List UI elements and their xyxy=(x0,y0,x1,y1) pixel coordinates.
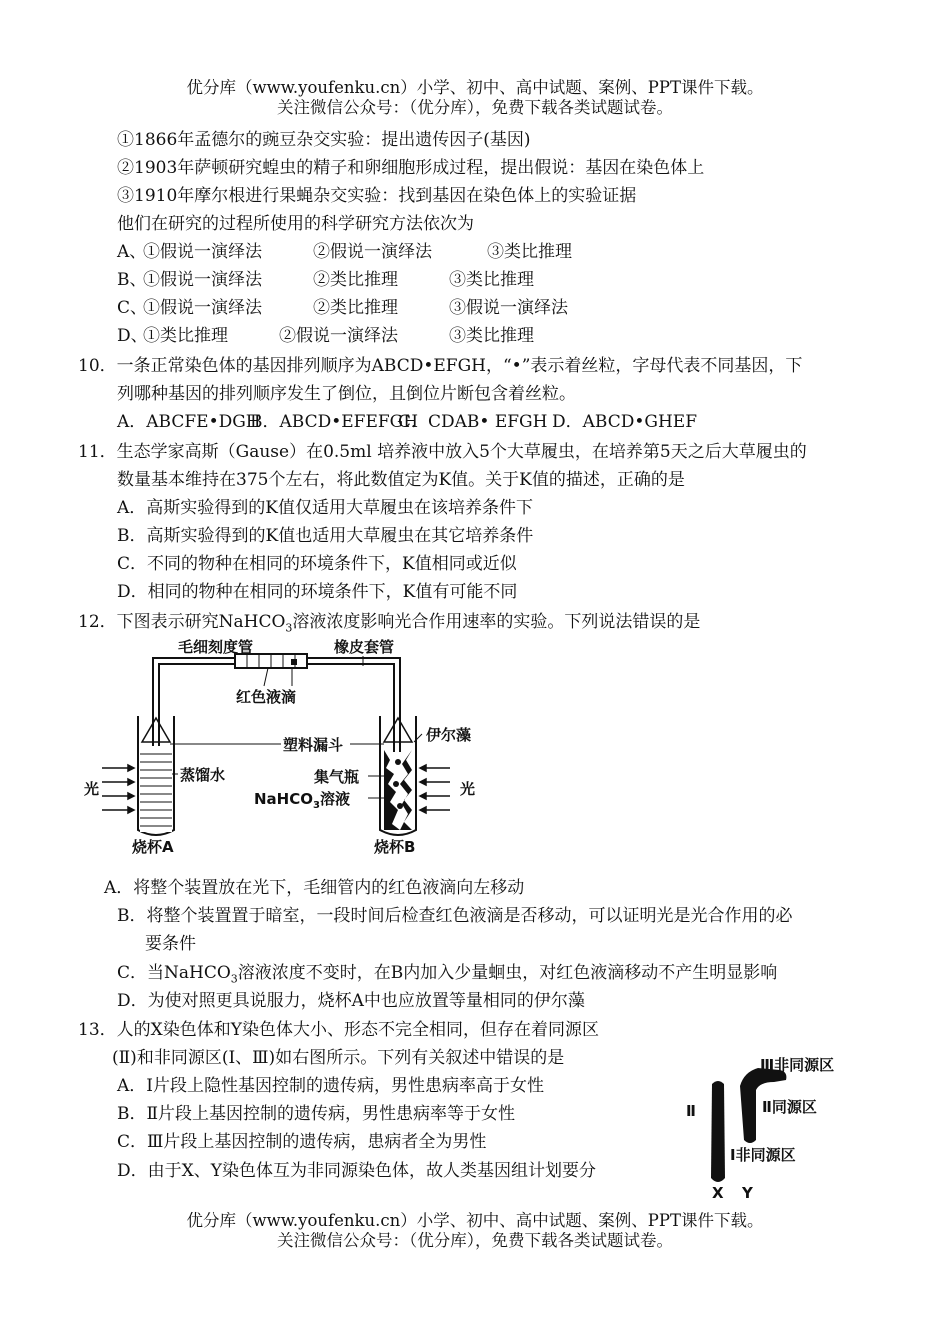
light-arrows-left xyxy=(102,765,134,813)
q13-stem-line1: 13．人的X染色体和Y染色体大小、形态不完全相同，但存在着同源区 xyxy=(78,1020,599,1040)
funnel-a xyxy=(142,718,170,742)
label-x: X xyxy=(712,1184,724,1202)
label-water: 蒸馏水 xyxy=(180,766,226,784)
label-capillary: 毛细刻度管 xyxy=(178,638,254,656)
q12-stem-subscript: 3 xyxy=(285,621,293,635)
q11-stem-line1: 11．生态学家高斯（Gause）在0.5ml 培养液中放入5个大草履虫，在培养第5天之后大草履虫的 xyxy=(78,442,807,462)
q9-option-a xyxy=(117,241,572,263)
q11-option-b: B．高斯实验得到的K值也适用大草履虫在其它培养条件 xyxy=(117,526,534,546)
q9-stem: 他们在研究的过程所使用的科学研究方法依次为 xyxy=(117,214,474,234)
q10-options xyxy=(117,411,697,433)
label-y: Y xyxy=(742,1184,753,1202)
label-solution-part: 溶液 xyxy=(319,790,350,808)
q9-option-b xyxy=(117,269,534,291)
label-region-3: Ⅲ非同源区 xyxy=(760,1056,835,1074)
option-part: ①假说一演绎法 xyxy=(143,242,262,262)
option-part: ③类比推理 xyxy=(449,326,534,346)
label-region-1: Ⅰ非同源区 xyxy=(730,1146,796,1164)
tube-left xyxy=(153,658,235,752)
label-rubber: 橡皮套管 xyxy=(334,638,395,656)
label-red-drop: 红色液滴 xyxy=(236,688,297,706)
photosynthesis-apparatus-figure xyxy=(78,634,498,862)
label-solution xyxy=(254,790,350,811)
q10-option-b: B．ABCD•EFEFGH xyxy=(250,412,419,432)
x-chromosome xyxy=(711,1081,725,1182)
q10-option-d: D．ABCD•GHEF xyxy=(552,412,697,432)
funnel-b xyxy=(384,718,412,742)
q9-option-c xyxy=(117,297,568,319)
option-label: D、 xyxy=(117,326,148,346)
option-label: A、 xyxy=(117,242,147,262)
elodea-plants xyxy=(384,750,412,830)
q13-option-d: D．由于X、Y染色体互为非同源染色体，故人类基因组计划要分 xyxy=(117,1161,596,1181)
option-label: B、 xyxy=(117,270,147,290)
q12-stem-part: 溶液浓度影响光合作用速率的实验。下列说法错误的是 xyxy=(292,612,701,632)
q12-option-c-subscript: 3 xyxy=(230,972,238,986)
q9-item-2: ②1903年萨顿研究蝗虫的精子和卵细胞形成过程，提出假说：基因在染色体上 xyxy=(117,158,705,178)
q13-option-c: C．Ⅲ片段上基因控制的遗传病，患病者全为男性 xyxy=(117,1132,487,1152)
red-drop xyxy=(291,659,297,665)
q9-option-d xyxy=(117,325,534,347)
option-part: ③类比推理 xyxy=(449,270,534,290)
option-part: ②假说一演绎法 xyxy=(313,242,432,262)
q13-stem-line2: (Ⅱ)和非同源区(Ⅰ、Ⅲ)如右图所示。下列有关叙述中错误的是 xyxy=(112,1048,565,1068)
option-part: ③类比推理 xyxy=(487,242,572,262)
label-solution-part: NaHCO xyxy=(254,790,313,808)
q10-stem-line1: 10．一条正常染色体的基因排列顺序为ABCD•EFGH，“•”表示着丝粒，字母代表不同基因，下 xyxy=(78,356,803,376)
label-solution-subscript: 3 xyxy=(313,800,320,811)
option-part: ②类比推理 xyxy=(313,270,398,290)
page-footer-line1: 优分库（www.youfenku.cn）小学、初中、高中试题、案例、PPT课件下载。 xyxy=(186,1211,764,1230)
label-light-right: 光 xyxy=(460,780,476,798)
q12-stem-part: 12．下图表示研究NaHCO xyxy=(78,612,286,632)
label-bottle: 集气瓶 xyxy=(314,768,360,786)
q11-option-c: C．不同的物种在相同的环境条件下，K值相同或近似 xyxy=(117,554,517,574)
q12-option-c-part: C．当NaHCO xyxy=(117,963,231,983)
q9-item-3: ③1910年摩尔根进行果蝇杂交实验：找到基因在染色体上的实验证据 xyxy=(117,186,637,206)
label-region-2: Ⅱ同源区 xyxy=(762,1098,817,1116)
xy-chromosome-figure xyxy=(678,1046,868,1202)
option-part: ①假说一演绎法 xyxy=(143,270,262,290)
q12-option-c-part: 溶液浓度不变时，在B内加入少量蛔虫，对红色液滴移动不产生明显影响 xyxy=(237,963,778,983)
page-header-line2: 关注微信公众号：（优分库），免费下载各类试题试卷。 xyxy=(277,98,673,117)
q13-option-a: A．Ⅰ片段上隐性基因控制的遗传病，男性患病率高于女性 xyxy=(117,1076,544,1096)
page-header-line1: 优分库（www.youfenku.cn）小学、初中、高中试题、案例、PPT课件下载。 xyxy=(186,78,764,97)
q9-item-1: ①1866年孟德尔的豌豆杂交实验：提出遗传因子(基因) xyxy=(117,130,531,150)
q11-option-d: D．相同的物种在相同的环境条件下，K值有可能不同 xyxy=(117,582,518,602)
label-beaker-a: 烧杯A xyxy=(132,838,174,856)
option-part: ①假说一演绎法 xyxy=(143,298,262,318)
q13-option-b: B．Ⅱ片段上基因控制的遗传病，男性患病率等于女性 xyxy=(117,1104,516,1124)
option-label: C、 xyxy=(117,298,148,318)
label-light-left: 光 xyxy=(84,780,100,798)
q12-option-b-line2: 要条件 xyxy=(145,934,196,954)
q12-option-c xyxy=(117,962,777,990)
q10-option-c: C．CDAB• EFGH xyxy=(398,412,548,432)
label-beaker-b: 烧杯B xyxy=(374,838,416,856)
light-arrows-right xyxy=(420,765,450,813)
option-part: ②类比推理 xyxy=(313,298,398,318)
q12-option-a: A．将整个装置放在光下，毛细管内的红色液滴向左移动 xyxy=(104,878,525,898)
q10-option-a: A．ABCFE•DGH xyxy=(117,412,261,432)
q10-stem-line2: 列哪种基因的排列顺序发生了倒位，且倒位片断包含着丝粒。 xyxy=(117,384,576,404)
q12-option-d: D．为使对照更具说服力，烧杯A中也应放置等量相同的伊尔藻 xyxy=(117,991,585,1011)
option-part: ①类比推理 xyxy=(143,326,228,346)
page-footer-line2: 关注微信公众号：（优分库），免费下载各类试题试卷。 xyxy=(277,1231,673,1250)
option-part: ②假说一演绎法 xyxy=(279,326,398,346)
label-left-region-2: Ⅱ xyxy=(686,1102,696,1120)
label-elodea: 伊尔藻 xyxy=(426,726,472,744)
label-funnel: 塑料漏斗 xyxy=(283,736,344,754)
q12-option-b-line1: B．将整个装置置于暗室，一段时间后检查红色液滴是否移动，可以证明光是光合作用的必 xyxy=(117,906,793,926)
q11-stem-line2: 数量基本维持在375个左右，将此数值定为K值。关于K值的描述，正确的是 xyxy=(117,470,685,490)
q11-option-a: A．高斯实验得到的K值仅适用大草履虫在该培养条件下 xyxy=(117,498,533,518)
option-part: ③假说一演绎法 xyxy=(449,298,568,318)
